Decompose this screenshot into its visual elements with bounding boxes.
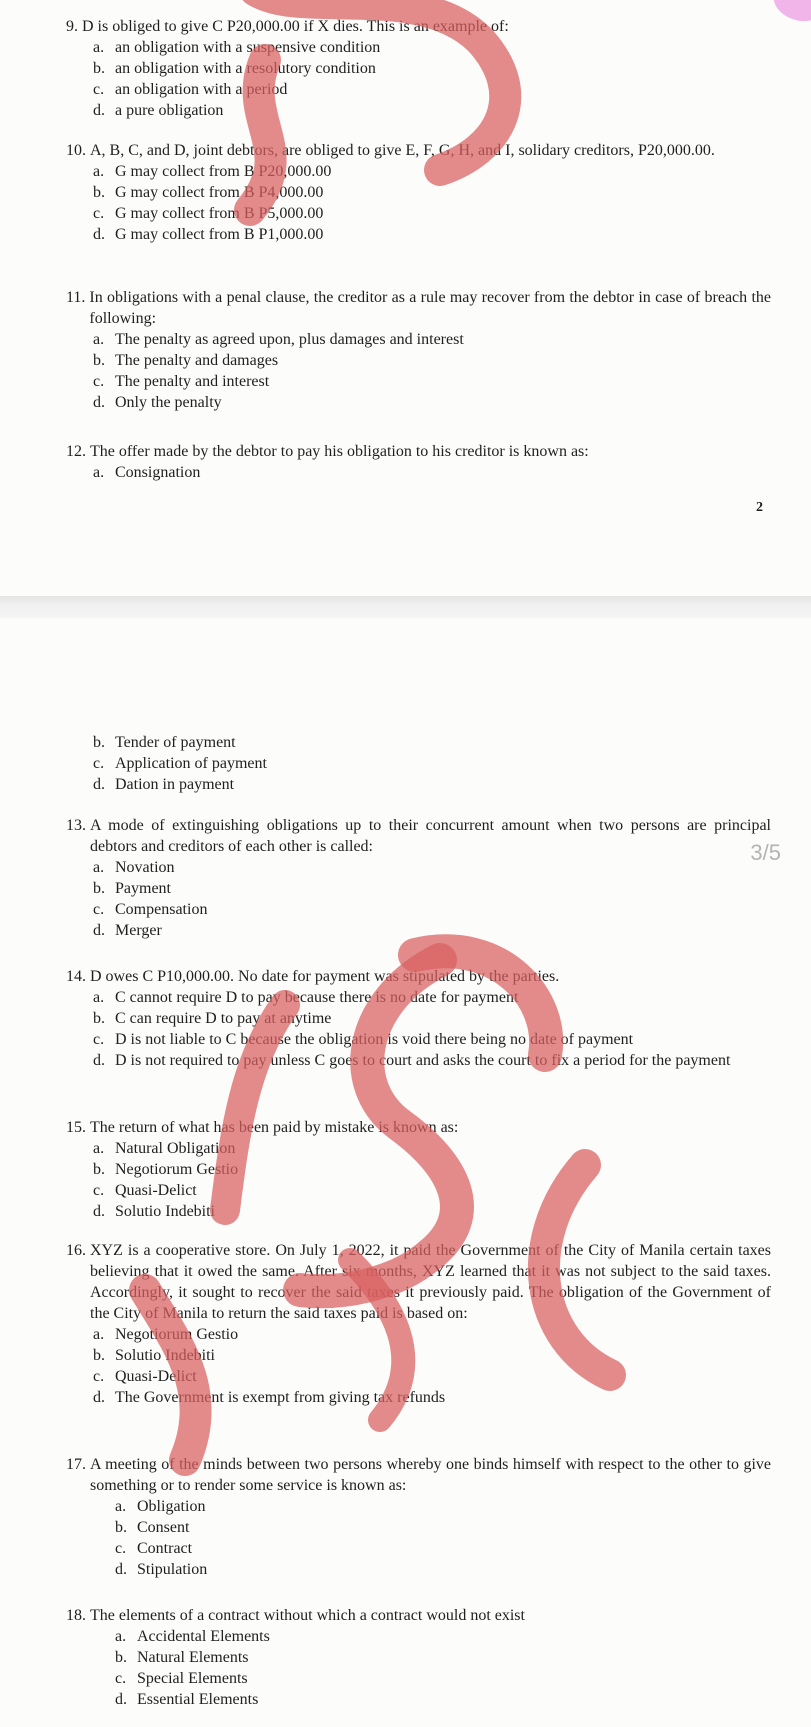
choice-letter: a.: [93, 331, 105, 348]
answer-choice: [93, 732, 771, 753]
choice-letter: d.: [93, 1052, 105, 1069]
choice-list: [93, 732, 771, 795]
choice-list: [93, 37, 771, 121]
answer-choice: [93, 1008, 771, 1029]
choice-text: Application of payment: [115, 755, 267, 772]
answer-choice: [93, 1138, 771, 1159]
choice-letter: b.: [93, 880, 105, 897]
choice-letter: d.: [115, 1561, 127, 1578]
choice-text: G may collect from B P1,000.00: [115, 226, 324, 243]
question-number: 13.: [66, 817, 90, 834]
choice-letter: a.: [93, 39, 105, 56]
choice-list: [93, 161, 771, 245]
answer-choice: [93, 1201, 771, 1222]
choice-letter: c.: [93, 81, 105, 98]
choice-text: an obligation with a period: [115, 81, 288, 98]
question-stem: [66, 966, 771, 987]
choice-text: Tender of payment: [115, 734, 236, 751]
choice-text: D is not liable to C because the obligation is void there being no date of payment: [115, 1031, 634, 1048]
question-text: The return of what has been paid by mistake is known as:: [90, 1119, 459, 1136]
answer-choice: [115, 1668, 771, 1689]
choice-text: Novation: [115, 859, 175, 876]
answer-choice: [93, 161, 771, 182]
answer-choice: [93, 350, 771, 371]
answer-choice: [93, 857, 771, 878]
question-11: [66, 287, 771, 413]
page-number: 2: [756, 500, 763, 515]
choice-text: an obligation with a resolutory condition: [115, 60, 376, 77]
choice-text: Payment: [115, 880, 171, 897]
choice-letter: c.: [93, 1368, 105, 1385]
choice-text: C can require D to pay at anytime: [115, 1010, 332, 1027]
choice-text: Quasi-Delict: [115, 1182, 197, 1199]
choice-text: Obligation: [137, 1498, 206, 1515]
choice-text: The penalty and damages: [115, 352, 279, 369]
choice-text: Quasi-Delict: [115, 1368, 197, 1385]
choice-letter: d.: [93, 394, 105, 411]
question-text: A, B, C, and D, joint debtors, are obliged to give E, F, G, H, and I, solidary creditors, P20,000.00.: [90, 142, 715, 159]
question-9: [66, 16, 771, 121]
choice-letter: a.: [115, 1498, 127, 1515]
question-15: [66, 1117, 771, 1222]
answer-choice: [115, 1626, 771, 1647]
answer-choice: [93, 1324, 771, 1345]
question-number: 15.: [66, 1119, 90, 1136]
answer-choice: [93, 37, 771, 58]
question-text: The elements of a contract without which a contract would not exist: [90, 1607, 525, 1624]
question-stem: [66, 441, 771, 462]
question-12: [66, 441, 771, 483]
choice-list: [115, 1496, 771, 1580]
question-text: A mode of extinguishing obligations up to their concurrent amount when two persons are principal debtors and creditors of each other is called:: [90, 817, 771, 855]
choice-text: Only the penalty: [115, 394, 222, 411]
choice-letter: a.: [93, 859, 105, 876]
page-separator: [0, 596, 811, 618]
choice-text: Natural Obligation: [115, 1140, 236, 1157]
answer-choice: [93, 774, 771, 795]
choice-text: Natural Elements: [137, 1649, 249, 1666]
choice-letter: b.: [93, 1010, 105, 1027]
question-text: XYZ is a cooperative store. On July 1, 2022, it paid the Government of the City of Manila certain taxes believing that it owed the same. After six months, XYZ learned that it was not subject to the said taxes. Accordingly, it sought to recover the said taxes it previously paid. The obligation of the Government of the City of Manila to return the said taxes paid is based on:: [90, 1242, 771, 1322]
choice-letter: d.: [93, 922, 105, 939]
answer-choice: [93, 1050, 771, 1071]
choice-text: G may collect from B P20,000.00: [115, 163, 332, 180]
choice-letter: c.: [93, 1031, 105, 1048]
answer-choice: [93, 878, 771, 899]
question-number: 18.: [66, 1607, 90, 1624]
question-number: 12.: [66, 443, 90, 460]
choice-list: [93, 857, 771, 941]
choice-text: G may collect from B P5,000.00: [115, 205, 324, 222]
choice-letter: a.: [93, 1140, 105, 1157]
choice-letter: d.: [93, 1203, 105, 1220]
choice-text: Special Elements: [137, 1670, 248, 1687]
choice-letter: b.: [93, 352, 105, 369]
answer-choice: [115, 1517, 771, 1538]
choice-letter: c.: [93, 1182, 105, 1199]
question-16: [66, 1240, 771, 1408]
choice-list: [93, 1324, 771, 1408]
page-counter: 3/5: [750, 840, 781, 865]
answer-choice: [115, 1538, 771, 1559]
choice-text: Contract: [137, 1540, 193, 1557]
choice-text: The Government is exempt from giving tax refunds: [115, 1389, 446, 1406]
choice-letter: c.: [115, 1670, 127, 1687]
choice-list: [93, 462, 771, 483]
choice-text: Solutio Indebiti: [115, 1347, 215, 1364]
question-18: [66, 1605, 771, 1710]
choice-letter: a.: [115, 1628, 127, 1645]
question-stem: [66, 16, 771, 37]
answer-choice: [93, 58, 771, 79]
choice-text: The penalty as agreed upon, plus damages and interest: [115, 331, 464, 348]
choice-text: Stipulation: [137, 1561, 208, 1578]
question-stem: [66, 287, 771, 329]
question-number: 17.: [66, 1456, 90, 1473]
question-number: 9.: [66, 18, 82, 35]
choice-letter: c.: [115, 1540, 127, 1557]
choice-text: Solutio Indebiti: [115, 1203, 215, 1220]
question-text: In obligations with a penal clause, the creditor as a rule may recover from the debtor in case of breach the following:: [89, 289, 771, 327]
answer-choice: [93, 100, 771, 121]
answer-choice: [93, 1366, 771, 1387]
question-stem: [66, 815, 771, 857]
question-13: [66, 815, 771, 941]
answer-choice: [93, 329, 771, 350]
question-number: 10.: [66, 142, 90, 159]
question-text: D is obliged to give C P20,000.00 if X dies. This is an example of:: [82, 18, 509, 35]
answer-choice: [93, 753, 771, 774]
question-text: A meeting of the minds between two persons whereby one binds himself with respect to the other to give something or to render some service is known as:: [90, 1456, 771, 1494]
choice-list: [93, 1138, 771, 1222]
question-number: 16.: [66, 1242, 90, 1259]
choice-text: Consignation: [115, 464, 201, 481]
answer-choice: [93, 392, 771, 413]
choice-text: Consent: [137, 1519, 190, 1536]
answer-choice: [93, 899, 771, 920]
question-12-continued: [66, 732, 771, 795]
answer-choice: [93, 1180, 771, 1201]
choice-list: [115, 1626, 771, 1710]
choice-text: G may collect from B P4,000.00: [115, 184, 324, 201]
choice-letter: d.: [115, 1691, 127, 1708]
answer-choice: [93, 1159, 771, 1180]
answer-choice: [93, 987, 771, 1008]
choice-letter: c.: [93, 755, 105, 772]
choice-text: a pure obligation: [115, 102, 224, 119]
choice-text: Compensation: [115, 901, 208, 918]
choice-letter: b.: [93, 60, 105, 77]
answer-choice: [93, 920, 771, 941]
answer-choice: [115, 1689, 771, 1710]
question-stem: [66, 140, 771, 161]
choice-letter: a.: [93, 464, 105, 481]
choice-letter: d.: [93, 226, 105, 243]
question-stem: [66, 1117, 771, 1138]
answer-choice: [115, 1559, 771, 1580]
choice-letter: c.: [93, 205, 105, 222]
answer-choice: [115, 1496, 771, 1517]
choice-text: an obligation with a suspensive condition: [115, 39, 381, 56]
question-text: D owes C P10,000.00. No date for payment was stipulated by the parties.: [90, 968, 560, 985]
question-14: [66, 966, 771, 1071]
answer-choice: [93, 1345, 771, 1366]
choice-letter: a.: [93, 1326, 105, 1343]
choice-text: C cannot require D to pay because there is no date for payment: [115, 989, 519, 1006]
choice-letter: c.: [93, 373, 105, 390]
choice-text: D is not required to pay unless C goes to court and asks the court to fix a period for the payment: [115, 1052, 731, 1069]
question-number: 14.: [66, 968, 90, 985]
choice-text: Negotiorum Gestio: [115, 1161, 239, 1178]
choice-letter: b.: [93, 184, 105, 201]
choice-letter: b.: [93, 1347, 105, 1364]
answer-choice: [93, 1029, 771, 1050]
question-17: [66, 1454, 771, 1580]
choice-text: Negotiorum Gestio: [115, 1326, 239, 1343]
answer-choice: [93, 462, 771, 483]
choice-letter: a.: [93, 989, 105, 1006]
choice-letter: d.: [93, 776, 105, 793]
choice-text: The penalty and interest: [115, 373, 270, 390]
choice-letter: b.: [115, 1519, 127, 1536]
answer-choice: [93, 79, 771, 100]
choice-letter: b.: [115, 1649, 127, 1666]
question-number: 11.: [66, 289, 90, 306]
answer-choice: [93, 1387, 771, 1408]
choice-letter: c.: [93, 901, 105, 918]
question-stem: [66, 1605, 771, 1626]
answer-choice: [93, 203, 771, 224]
choice-text: Merger: [115, 922, 162, 939]
question-text: The offer made by the debtor to pay his obligation to his creditor is known as:: [90, 443, 589, 460]
choice-letter: a.: [93, 163, 105, 180]
choice-list: [93, 329, 771, 413]
choice-letter: d.: [93, 1389, 105, 1406]
question-stem: [66, 1454, 771, 1496]
question-10: [66, 140, 771, 245]
choice-text: Essential Elements: [137, 1691, 259, 1708]
answer-choice: [93, 182, 771, 203]
choice-letter: b.: [93, 734, 105, 751]
answer-choice: [93, 371, 771, 392]
choice-text: Accidental Elements: [137, 1628, 270, 1645]
choice-list: [93, 987, 771, 1071]
choice-letter: d.: [93, 102, 105, 119]
answer-choice: [93, 224, 771, 245]
choice-letter: b.: [93, 1161, 105, 1178]
question-stem: [66, 1240, 771, 1324]
answer-choice: [115, 1647, 771, 1668]
choice-text: Dation in payment: [115, 776, 235, 793]
